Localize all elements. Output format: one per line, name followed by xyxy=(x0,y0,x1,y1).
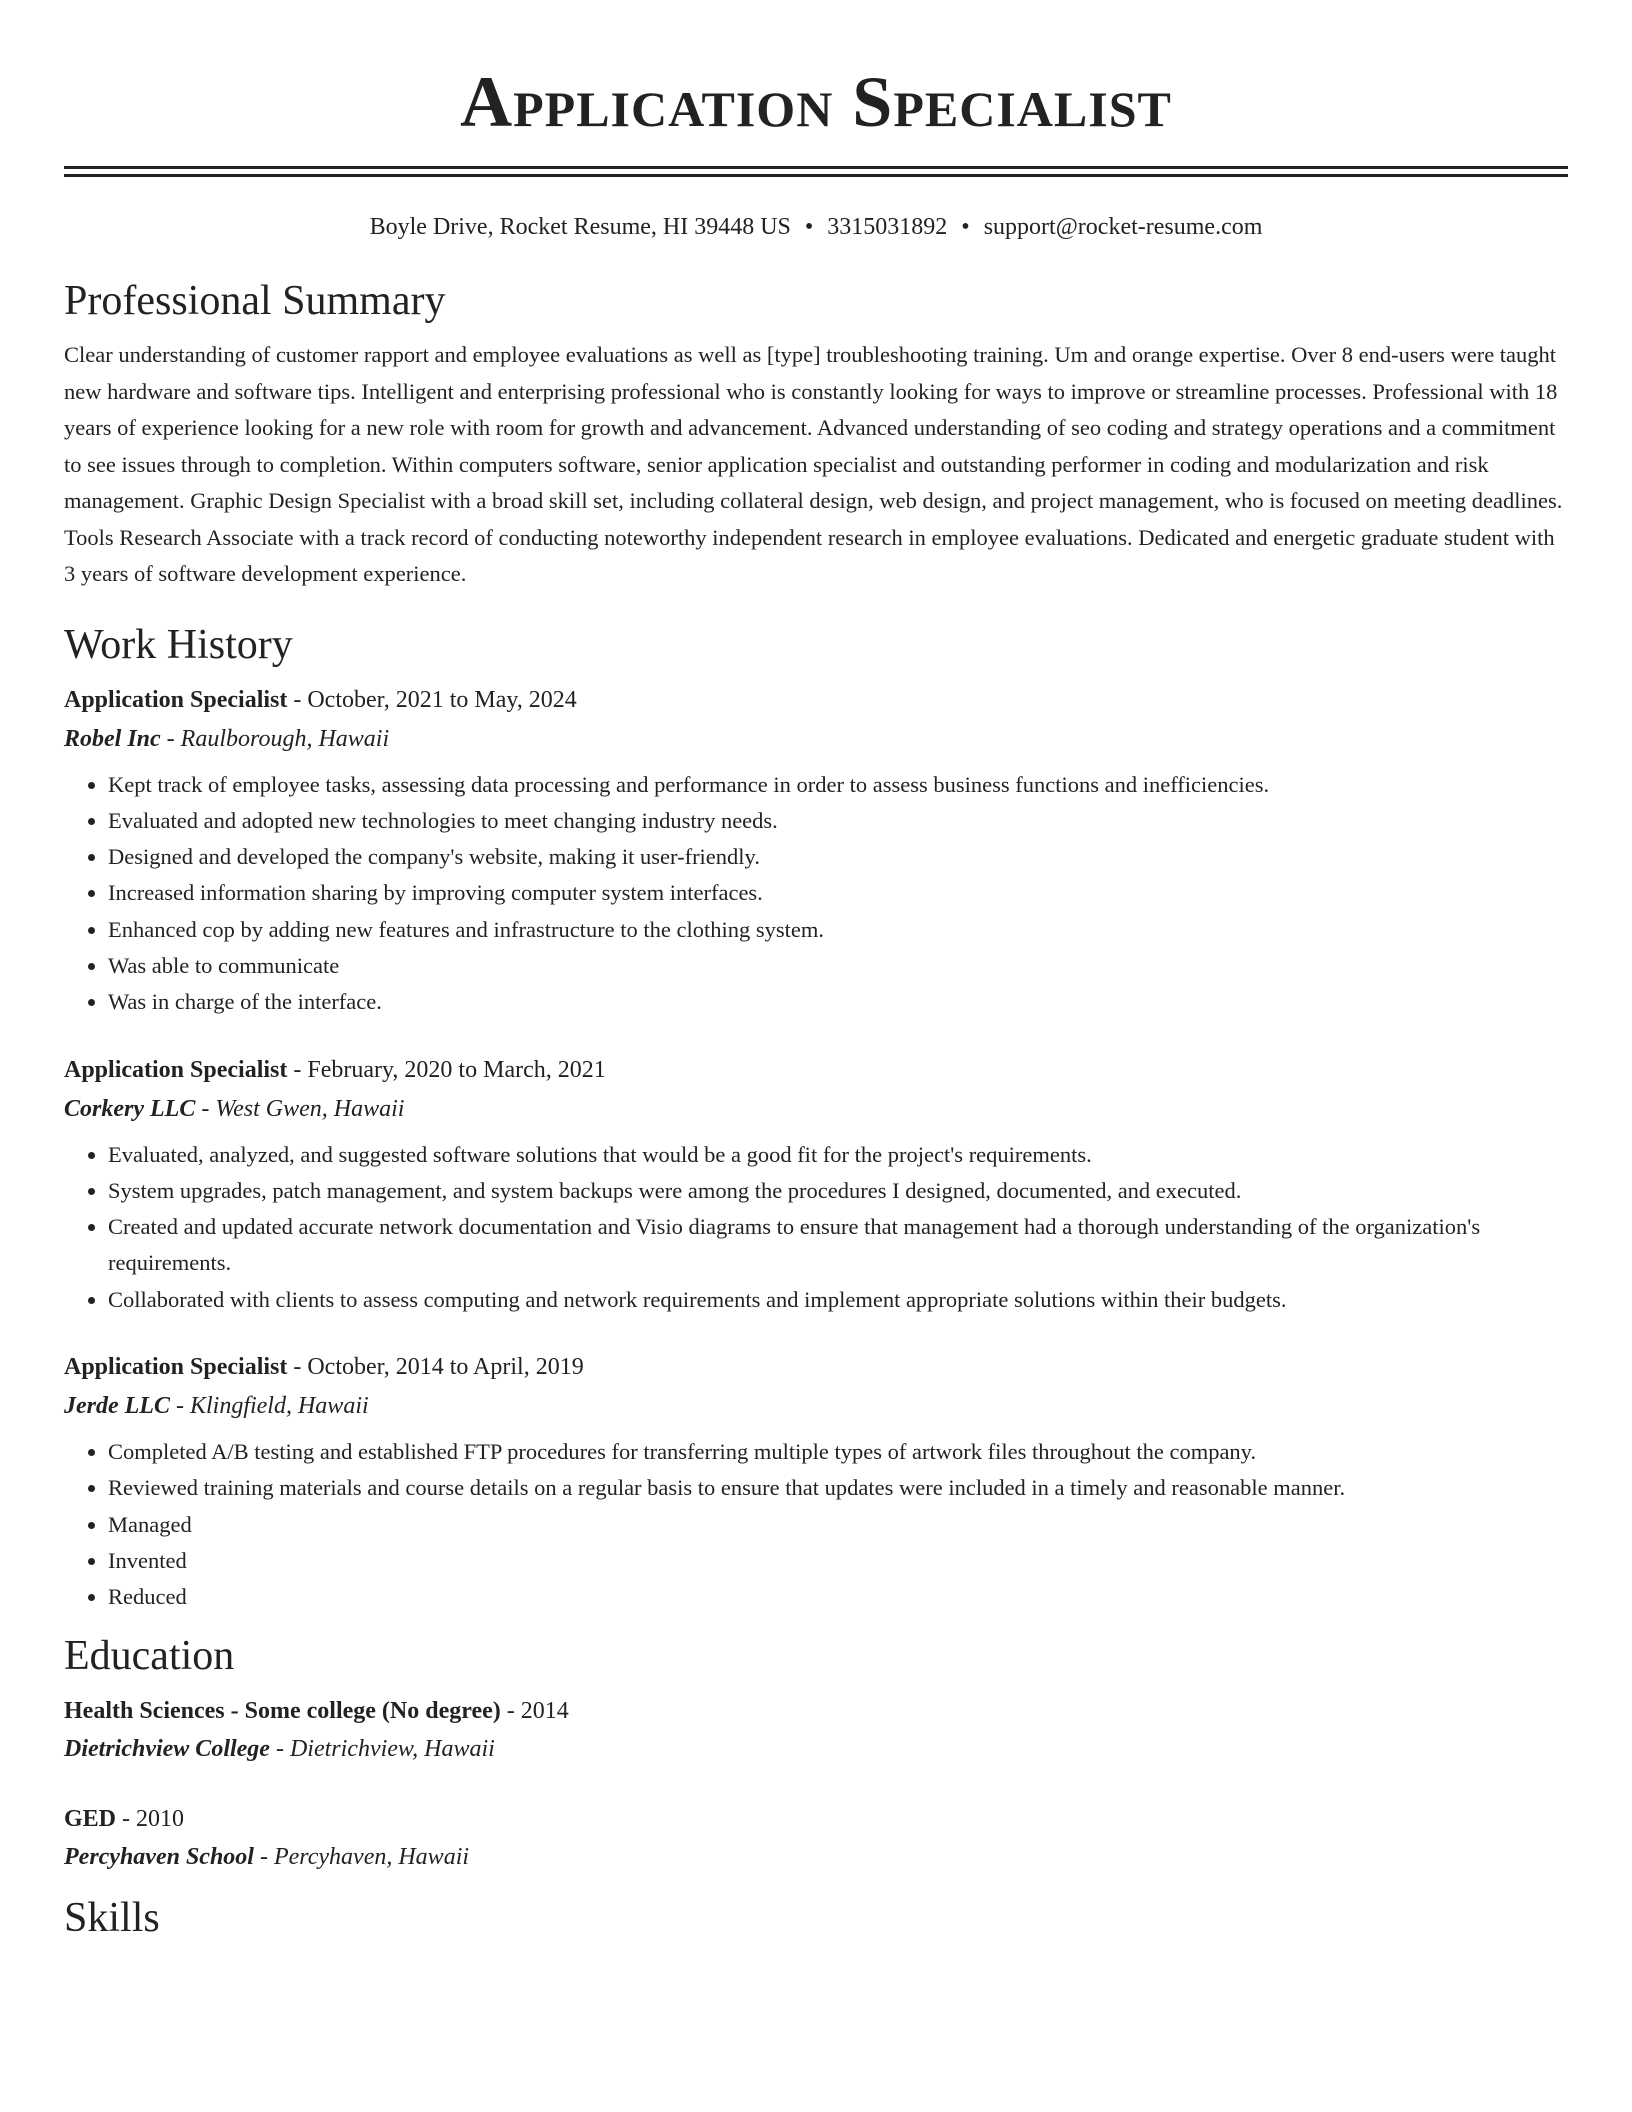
resume-title: Application Specialist xyxy=(460,62,1172,142)
contact-email: support@rocket-resume.com xyxy=(983,214,1263,240)
job-bullets xyxy=(64,1434,1568,1615)
list-item: • Managed xyxy=(108,1507,1568,1543)
job-company: Robel Inc xyxy=(64,725,161,752)
education-degree-line xyxy=(64,1692,1568,1730)
list-item: • Created and updated accurate network documentation and Visio diagrams to ensure that management had a thorough understanding of the organization's requirements. xyxy=(108,1209,1568,1282)
summary-text: Clear understanding of customer rapport and employee evaluations as well as [type] troubleshooting training. Um and orange expertise. Over 8 end-users were taught new hardware and software tips. Intelligent and enterprising professional who is constantly looking for ways to improve or streamline processes. Professional with 18 years of experience looking for a new role with room for growth and advancement. Advanced understanding of seo coding and strategy operations and a commitment to see issues through to completion. Within computers software, senior application specialist and outstanding performer in coding and modularization and risk management. Graphic Design Specialist with a broad skill set, including collateral design, web design, and project management, who is focused on meeting deadlines. Tools Research Associate with a track record of conducting noteworthy independent research in employee evaluations. Dedicated and energetic graduate student with 3 years of software development experience. xyxy=(64,342,1563,586)
list-item: • Designed and developed the company's website, making it user-friendly. xyxy=(108,839,1568,875)
job-employer xyxy=(64,719,1568,759)
skills-heading: Skills xyxy=(64,1894,160,1941)
job-location: - Raulborough, Hawaii xyxy=(160,725,390,752)
summary-heading: Professional Summary xyxy=(64,278,446,324)
job-dates: - October, 2014 to April, 2019 xyxy=(287,1354,584,1381)
summary-section xyxy=(64,275,1568,593)
education-school: Percyhaven School xyxy=(64,1843,254,1870)
job-title: Application Specialist xyxy=(64,1056,288,1083)
job-bullets xyxy=(64,767,1568,1021)
education-year: - 2010 xyxy=(116,1805,185,1832)
job-entry xyxy=(64,681,1568,1021)
education-school: Dietrichview College xyxy=(64,1735,270,1762)
education-degree: GED xyxy=(64,1805,117,1832)
job-location: - West Gwen, Hawaii xyxy=(195,1095,405,1122)
list-item: • Invented xyxy=(108,1543,1568,1579)
list-item: • Was able to communicate xyxy=(108,948,1568,984)
list-item: • Enhanced cop by adding new features and infrastructure to the clothing system. xyxy=(108,912,1568,948)
list-item: • Was in charge of the interface. xyxy=(108,984,1568,1020)
list-item: • Evaluated, analyzed, and suggested software solutions that would be a good fit for the project's requirements. xyxy=(108,1137,1568,1173)
job-company: Jerde LLC xyxy=(64,1393,170,1420)
job-title: Application Specialist xyxy=(64,686,288,713)
job-entry xyxy=(64,1051,1568,1318)
job-employer xyxy=(64,1089,1568,1129)
contact-phone: 3315031892 xyxy=(827,214,948,240)
list-item: • Kept track of employee tasks, assessing data processing and performance in order to assess business functions and inefficiencies. xyxy=(108,767,1568,803)
job-bullets xyxy=(64,1137,1568,1318)
education-heading: Education xyxy=(64,1632,235,1679)
list-item: • System upgrades, patch management, and system backups were among the procedures I designed, documented, and executed. xyxy=(108,1173,1568,1209)
education-degree: Health Sciences - Some college (No degree) xyxy=(64,1697,501,1724)
job-header xyxy=(64,681,1568,719)
contact-address: Boyle Drive, Rocket Resume, HI 39448 US xyxy=(369,214,791,240)
list-item: • Completed A/B testing and established FTP procedures for transferring multiple types of artwork files throughout the company. xyxy=(108,1434,1568,1470)
title-rule-top xyxy=(64,166,1568,169)
education-location: - Dietrichview, Hawaii xyxy=(269,1735,495,1762)
list-item: • Reduced xyxy=(108,1579,1568,1615)
job-location: - Klingfield, Hawaii xyxy=(169,1393,369,1420)
job-dates: - February, 2020 to March, 2021 xyxy=(287,1056,606,1083)
work-history-heading: Work History xyxy=(64,621,293,668)
education-section xyxy=(64,1630,1568,1876)
job-header xyxy=(64,1051,1568,1089)
job-title: Application Specialist xyxy=(64,1354,288,1381)
education-location: - Percyhaven, Hawaii xyxy=(253,1843,470,1870)
job-entry xyxy=(64,1348,1568,1615)
list-item: • Evaluated and adopted new technologies to meet changing industry needs. xyxy=(108,803,1568,839)
title-rule-bottom xyxy=(64,174,1568,177)
education-school-line xyxy=(64,1838,1568,1876)
job-company: Corkery LLC xyxy=(64,1095,196,1122)
skills-section xyxy=(64,1892,1568,1944)
education-year: - 2014 xyxy=(500,1697,569,1724)
list-item: • Reviewed training materials and course details on a regular basis to ensure that updates were included in a timely and reasonable manner. xyxy=(108,1470,1568,1506)
education-entry xyxy=(64,1800,1568,1876)
list-item: • Increased information sharing by improving computer system interfaces. xyxy=(108,875,1568,911)
contact-line xyxy=(64,211,1568,243)
contact-separator: • xyxy=(804,214,814,240)
job-header xyxy=(64,1348,1568,1386)
education-school-line xyxy=(64,1730,1568,1768)
contact-separator: • xyxy=(961,214,970,240)
education-entry xyxy=(64,1692,1568,1768)
job-employer xyxy=(64,1386,1568,1426)
education-degree-line xyxy=(64,1800,1568,1838)
work-history-section xyxy=(64,619,1568,1616)
list-item: • Collaborated with clients to assess computing and network requirements and implement appropriate solutions within their budgets. xyxy=(108,1282,1568,1318)
job-dates: - October, 2021 to May, 2024 xyxy=(287,686,577,713)
